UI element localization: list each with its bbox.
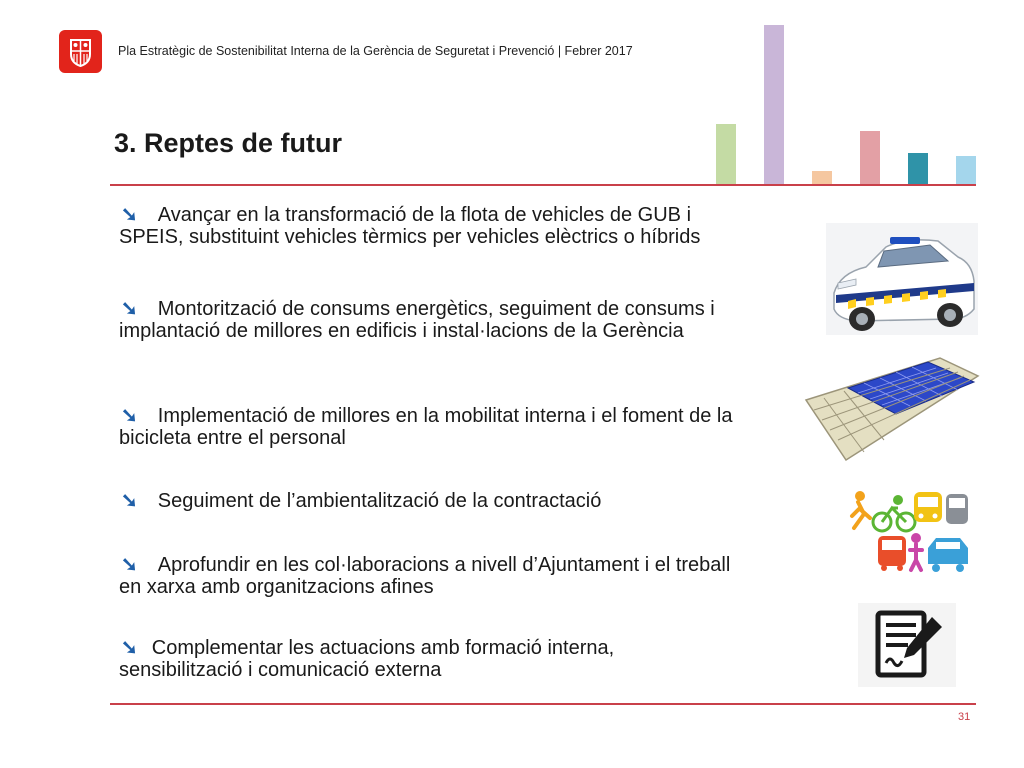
decorative-bar — [860, 131, 880, 185]
solar-panel-image — [804, 356, 980, 469]
arrow-icon: ➘ — [121, 405, 138, 427]
document-signature-icon — [858, 603, 956, 687]
decorative-bars — [700, 15, 990, 185]
bullet-item — [119, 298, 739, 342]
decorative-bar — [908, 153, 928, 185]
arrow-icon: ➘ — [121, 204, 138, 226]
decorative-bar — [716, 124, 736, 185]
arrow-icon: ➘ — [121, 490, 138, 512]
page-title: 3. Reptes de futur — [114, 128, 343, 158]
decorative-bar — [812, 171, 832, 185]
bottom-divider — [110, 703, 976, 705]
bullet-text: Complementar les actuacions amb formació interna, sensibilització i comunicació externa — [119, 637, 615, 681]
bullet-item — [119, 490, 739, 512]
bullet-item — [119, 554, 744, 598]
arrow-icon: ➘ — [121, 298, 138, 320]
document-image — [858, 603, 956, 692]
arrow-icon: ➘ — [121, 554, 138, 576]
bullet-text: Seguiment de l’ambientalització de la contractació — [157, 490, 602, 512]
bullet-text: Implementació de millores en la mobilitat interna i el foment de la bicicleta entre el personal — [119, 405, 733, 449]
bullet-text: Avançar en la transformació de la flota de vehicles de GUB i SPEIS, substituint vehicles tèrmics per vehicles elèctrics o híbrids — [119, 204, 701, 248]
bullet-item — [119, 637, 719, 681]
decorative-bar — [764, 25, 784, 185]
police-car-image — [826, 223, 978, 340]
barcelona-shield-icon — [59, 30, 102, 73]
top-divider — [110, 184, 976, 186]
bullet-item — [119, 405, 739, 449]
document-header: Pla Estratègic de Sostenibilitat Interna de la Gerència de Seguretat i Prevenció | Febrer 2017 — [118, 44, 633, 58]
arrow-icon: ➘ — [121, 637, 138, 659]
decorative-bar — [956, 156, 976, 185]
bullet-item — [119, 204, 739, 248]
barcelona-logo — [59, 30, 102, 73]
bullet-text: Aprofundir en les col·laboracions a nivell d’Ajuntament i el treball en xarxa amb organitzacions afines — [119, 554, 731, 598]
page-number: 31 — [958, 711, 971, 723]
bullet-text: Montorització de consums energètics, seguiment de consums i implantació de millores en edificis i instal·lacions de la Gerència — [119, 298, 715, 342]
mobility-icons-image — [848, 488, 972, 579]
